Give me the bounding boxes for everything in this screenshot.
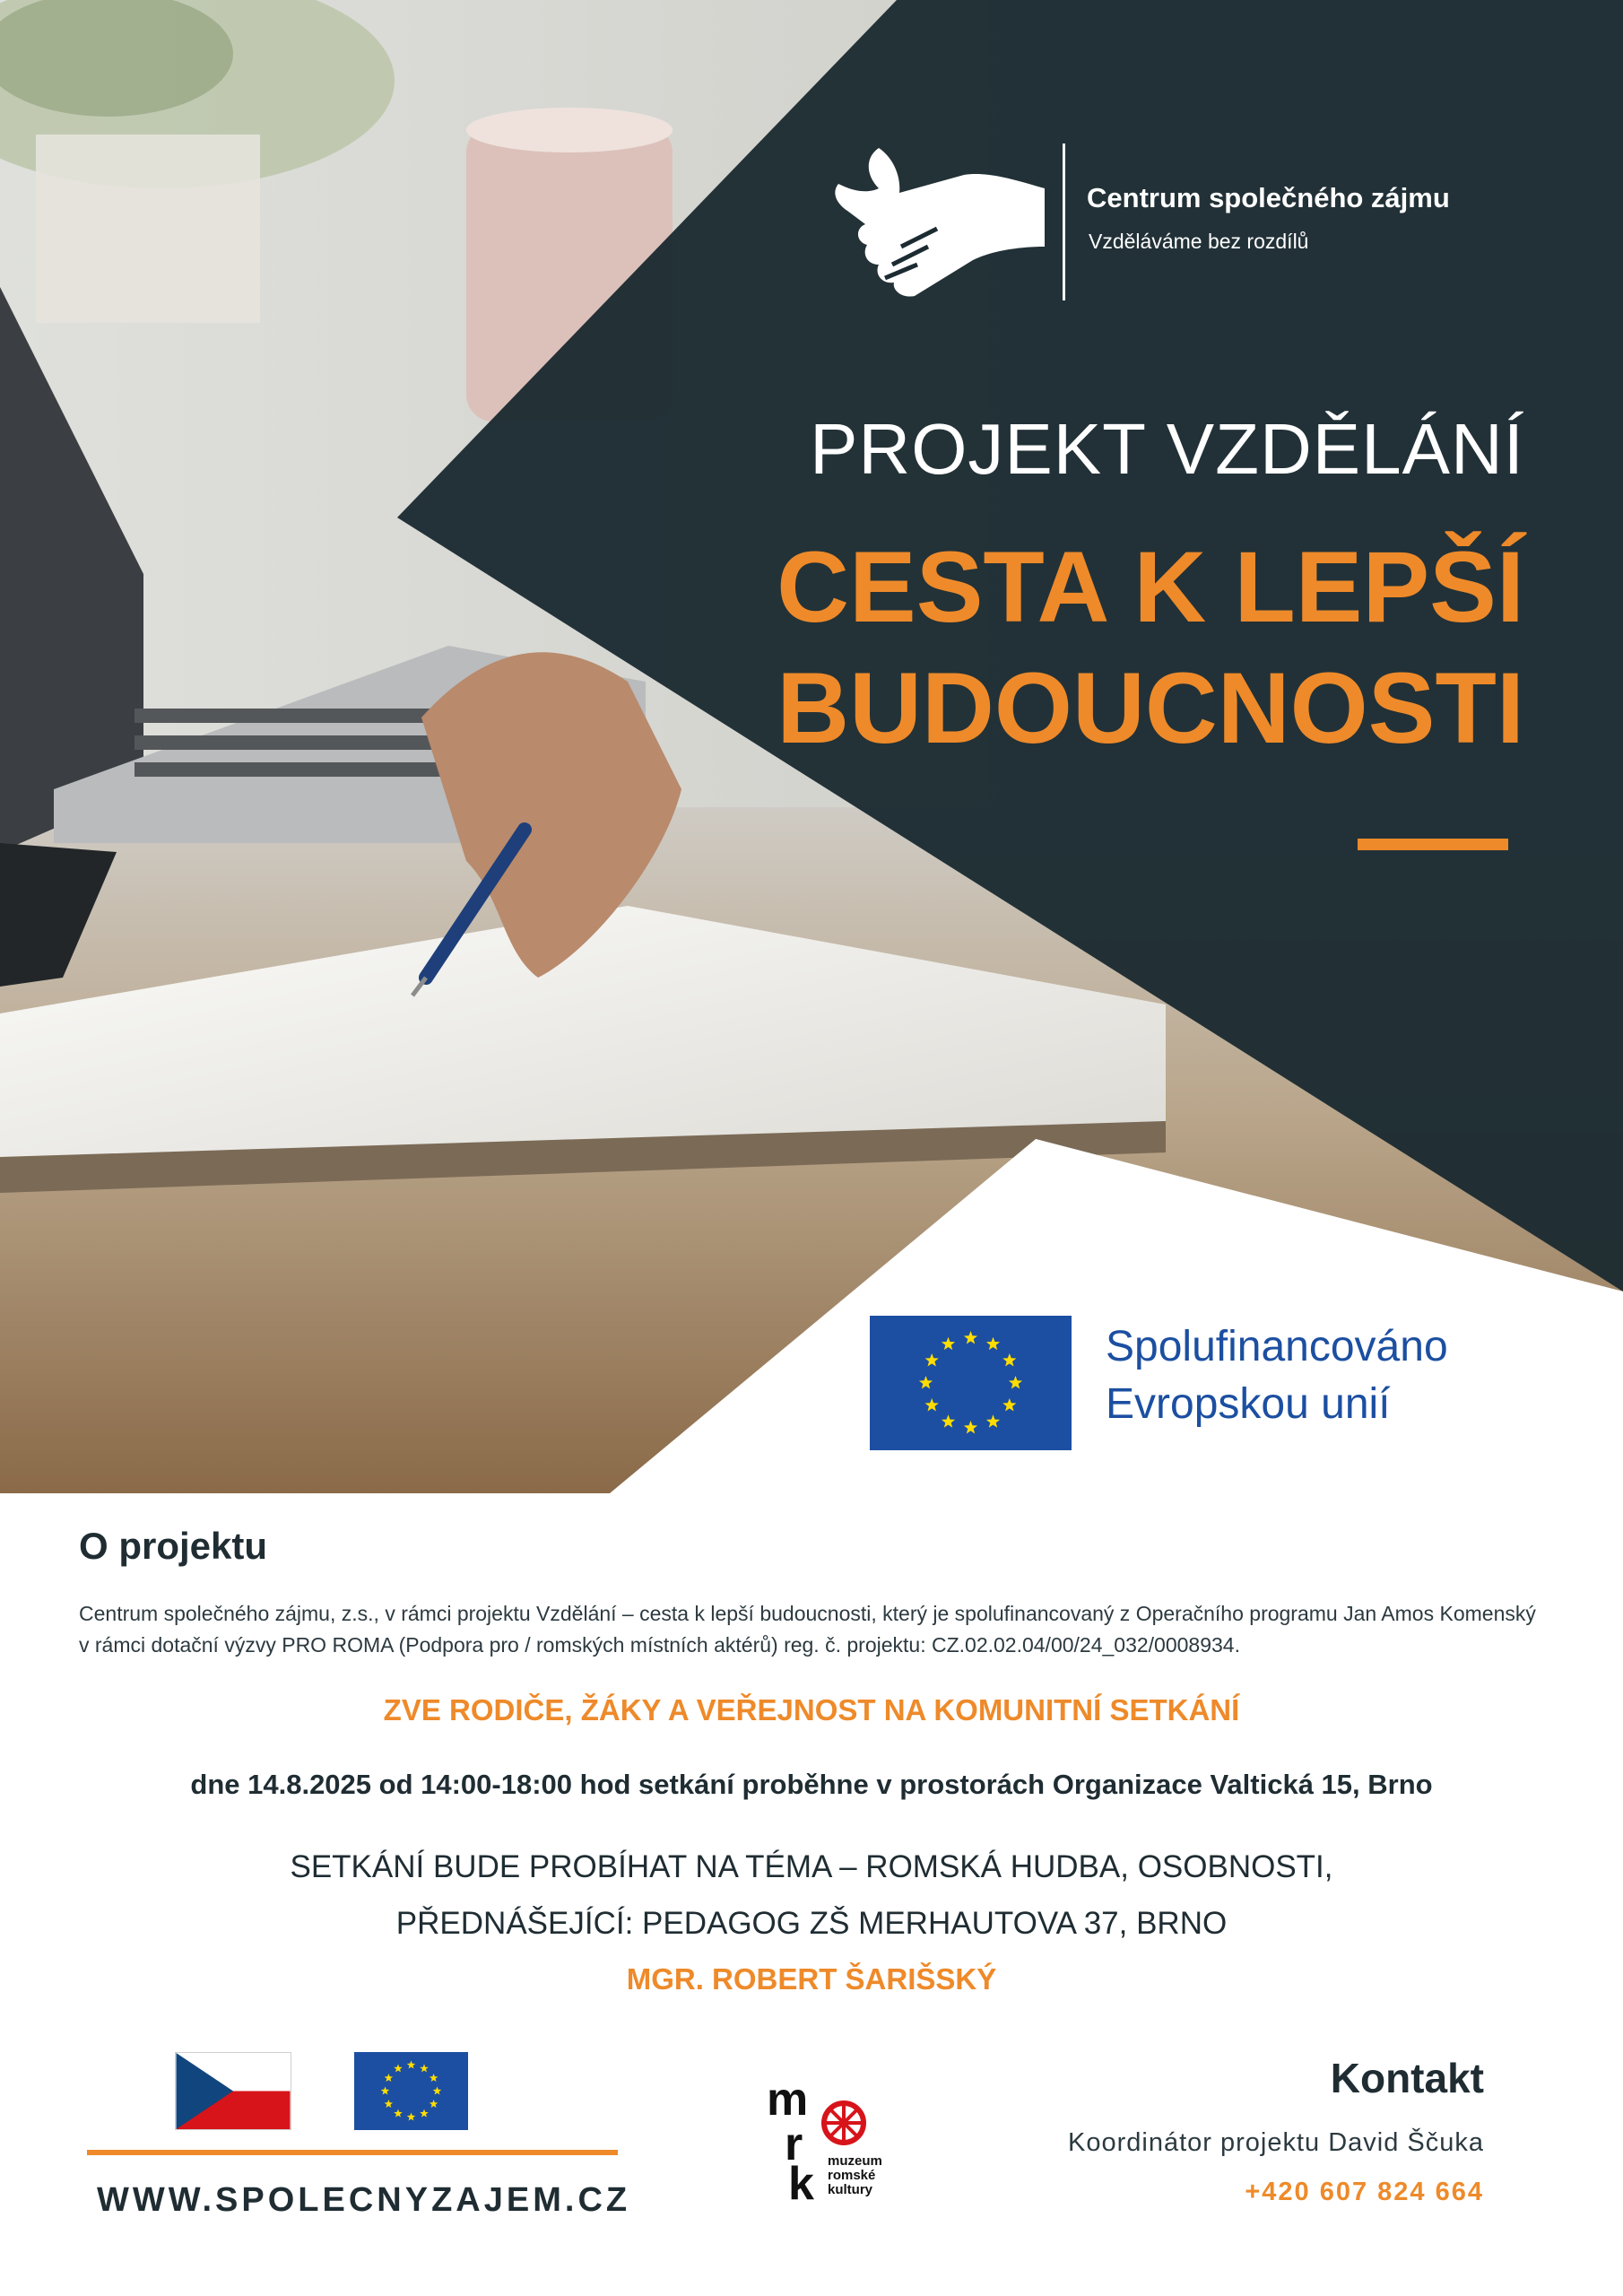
hero-title: PROJEKT VZDĚLÁNÍ bbox=[810, 409, 1524, 489]
event-topic-line1: SETKÁNÍ BUDE PROBÍHAT NA TÉMA – ROMSKÁ HUDBA, OSOBNOSTI, bbox=[290, 1849, 1333, 1884]
event-date-location: dne 14.8.2025 od 14:00-18:00 hod setkání proběhne v prostorách Organizace Valtická 15, Brno bbox=[190, 1769, 1433, 1800]
footer-divider bbox=[87, 2150, 618, 2155]
organization-tagline: Vzděláváme bez rozdílů bbox=[1089, 230, 1309, 253]
hero-subtitle-line1: CESTA K LEPŠÍ bbox=[777, 531, 1524, 643]
event-topic-line2: PŘEDNÁŠEJÍCÍ: PEDAGOG ZŠ MERHAUTOVA 37, BRNO bbox=[395, 1906, 1228, 1941]
contact-coordinator: Koordinátor projektu David Ščuka bbox=[1067, 2128, 1484, 2157]
eu-funding-text bbox=[1106, 1318, 1448, 1433]
accent-bar bbox=[1358, 839, 1508, 850]
eu-flag-icon bbox=[870, 1316, 1072, 1450]
hero-subtitle-line2: BUDOUCNOSTI bbox=[777, 652, 1524, 764]
czech-flag-icon bbox=[175, 2052, 291, 2130]
museum-romske-kultury-logo bbox=[767, 2072, 928, 2202]
eu-flag-small-icon bbox=[354, 2052, 468, 2130]
eu-funding-line1: Spolufinancováno bbox=[1106, 1323, 1448, 1370]
logo-divider bbox=[1063, 144, 1065, 300]
about-heading: O projektu bbox=[79, 1525, 268, 1567]
event-invite: ZVE RODIČE, ŽÁKY A VEŘEJNOST NA KOMUNITNÍ SETKÁNÍ bbox=[383, 1693, 1240, 1726]
contact-heading: Kontakt bbox=[1330, 2055, 1484, 2101]
about-text: Centrum společného zájmu, z.s., v rámci projektu Vzdělání – cesta k lepší budoucnosti, který je spolufinancovaný z Operačního programu Jan Amos Komenský v rámci dotační výzvy PRO ROMA (Podpora pro / romských místních aktérů) reg. č. projektu: CZ.02.02.04/00/24_032/0008934. bbox=[79, 1602, 1536, 1657]
event-speaker: MGR. ROBERT ŠARIŠSKÝ bbox=[626, 1962, 997, 1996]
handshake-icon bbox=[829, 139, 1049, 300]
hero-subtitle bbox=[717, 526, 1524, 769]
svg-text:m: m bbox=[767, 2074, 809, 2126]
svg-text:r: r bbox=[785, 2118, 803, 2170]
website-link[interactable]: WWW.SPOLECNYZAJEM.CZ bbox=[97, 2181, 631, 2219]
contact-phone[interactable]: +420 607 824 664 bbox=[1245, 2178, 1484, 2206]
organization-name: Centrum společného zájmu bbox=[1087, 182, 1450, 213]
svg-text:romské: romské bbox=[828, 2168, 876, 2183]
eu-funding-line2: Evropskou unií bbox=[1106, 1380, 1391, 1428]
svg-text:k: k bbox=[788, 2158, 814, 2202]
svg-text:kultury: kultury bbox=[828, 2182, 873, 2197]
svg-text:muzeum: muzeum bbox=[828, 2153, 882, 2169]
